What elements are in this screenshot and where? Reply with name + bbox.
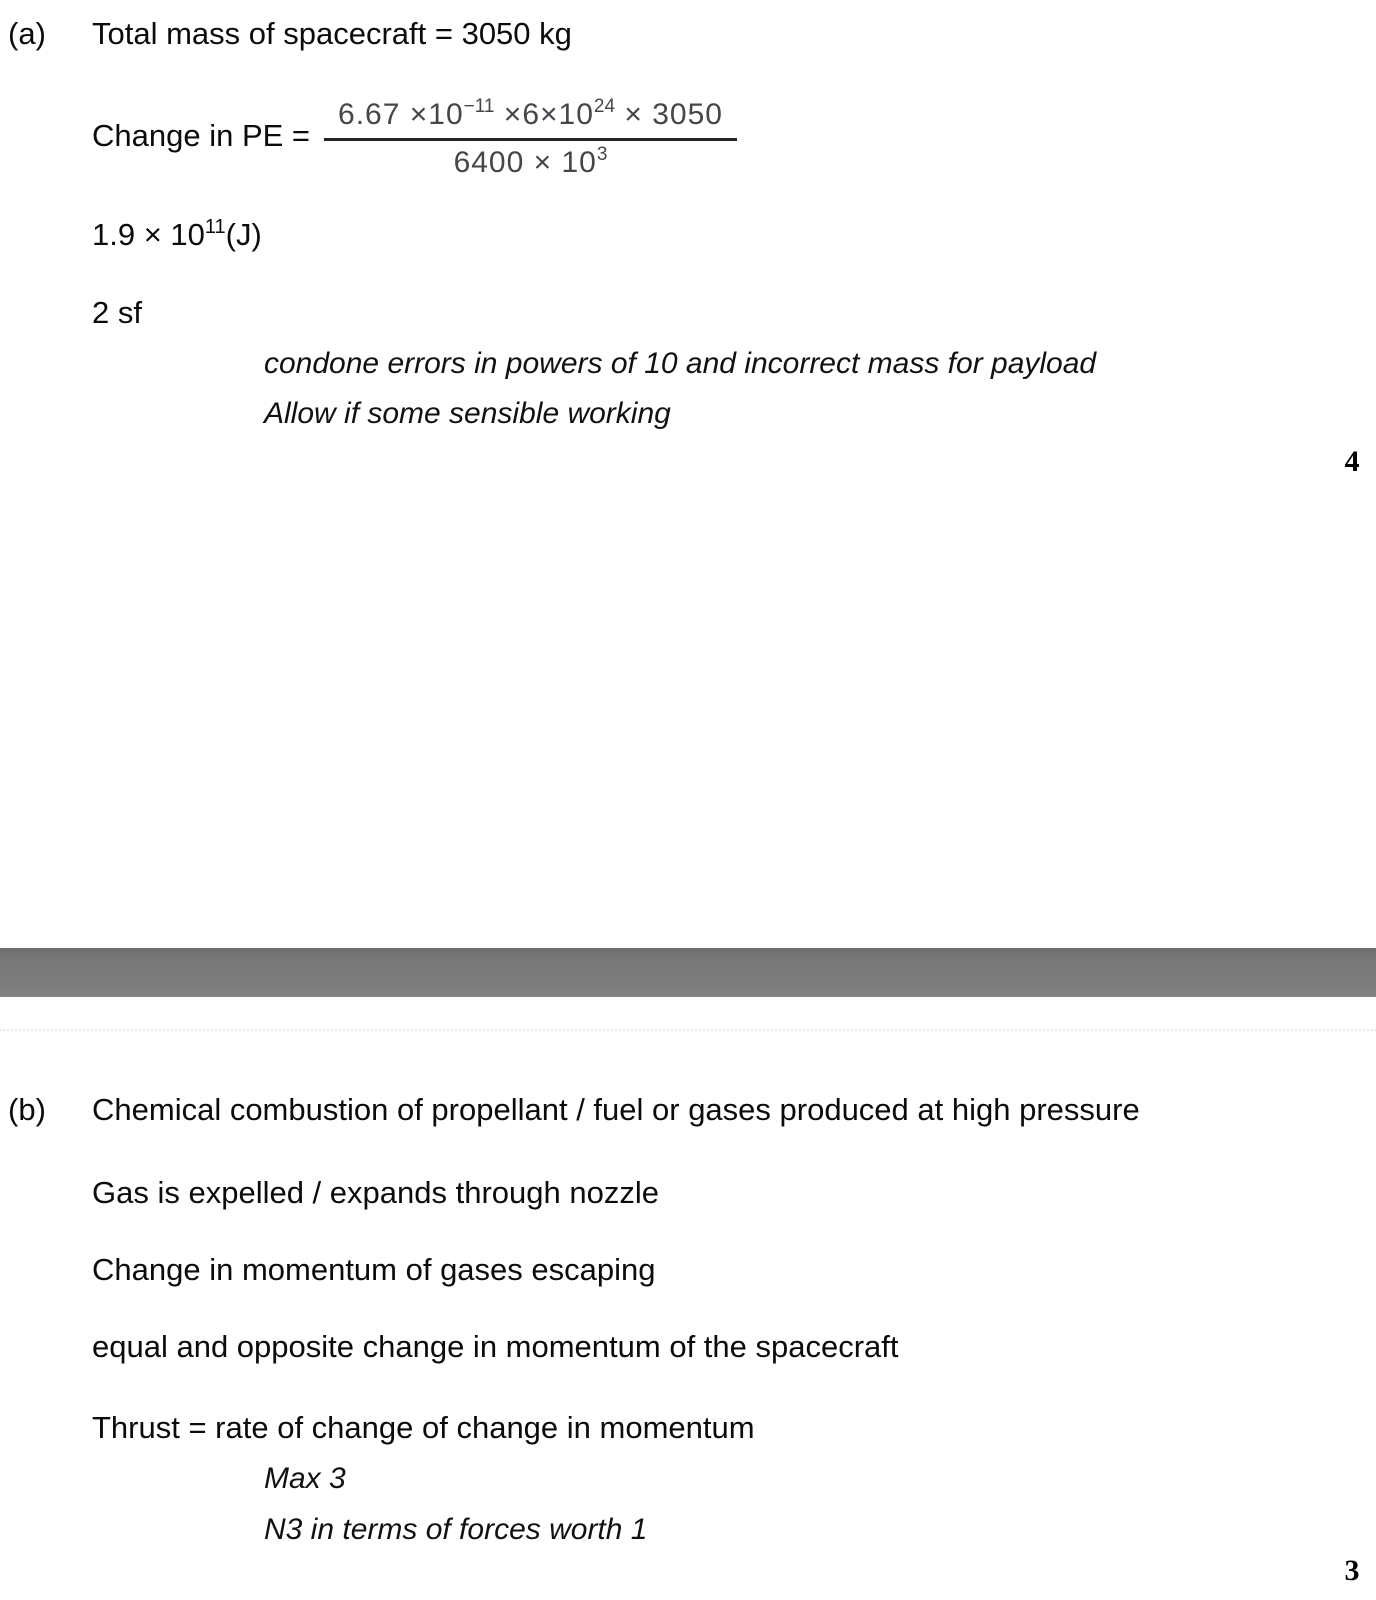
result-base: 1.9 × 10 <box>92 217 205 252</box>
fraction-denominator <box>324 141 737 180</box>
examiner-note-condone: condone errors in powers of 10 and incorrect mass for payload <box>264 347 1097 380</box>
sig-fig-line: 2 sf <box>92 295 142 330</box>
answer-line-thrust: Thrust = rate of change of change in momentum <box>92 1410 755 1445</box>
numerator-exponent1: −11 <box>463 96 495 117</box>
answer-line-gas-expelled: Gas is expelled / expands through nozzle <box>92 1175 659 1210</box>
examiner-note-n3: N3 in terms of forces worth 1 <box>264 1513 648 1546</box>
question-label-b: (b) <box>8 1092 46 1127</box>
numerator-exponent2: 24 <box>593 96 616 117</box>
section-divider-bar <box>0 948 1376 997</box>
fraction-numerator <box>324 92 737 141</box>
result-exponent: 11 <box>204 216 226 238</box>
answer-line-momentum-gases: Change in momentum of gases escaping <box>92 1252 656 1287</box>
faint-dotted-rule <box>0 1029 1376 1031</box>
result-line <box>92 217 262 257</box>
denominator-part1: 6400 × 10 <box>453 146 597 179</box>
answer-line-total-mass: Total mass of spacecraft = 3050 kg <box>92 16 572 51</box>
numerator-part2: ×6×10 <box>494 98 594 131</box>
equation-fraction <box>324 92 737 180</box>
equation-lhs: Change in PE = <box>92 118 311 153</box>
marks-badge-a: 4 <box>1344 445 1360 478</box>
result-unit: (J) <box>225 217 262 252</box>
numerator-part3: × 3050 <box>615 98 723 131</box>
examiner-note-allow: Allow if some sensible working <box>264 397 671 430</box>
answer-line-equal-opposite: equal and opposite change in momentum of the spacecraft <box>92 1329 899 1364</box>
question-label-a: (a) <box>8 16 46 51</box>
answer-line-combustion: Chemical combustion of propellant / fuel or gases produced at high pressure <box>92 1092 1140 1127</box>
pe-equation <box>92 92 737 180</box>
examiner-note-max3: Max 3 <box>264 1462 346 1495</box>
numerator-part1: 6.67 ×10 <box>338 98 464 131</box>
denominator-exponent: 3 <box>596 144 608 165</box>
marks-badge-b: 3 <box>1344 1554 1360 1587</box>
